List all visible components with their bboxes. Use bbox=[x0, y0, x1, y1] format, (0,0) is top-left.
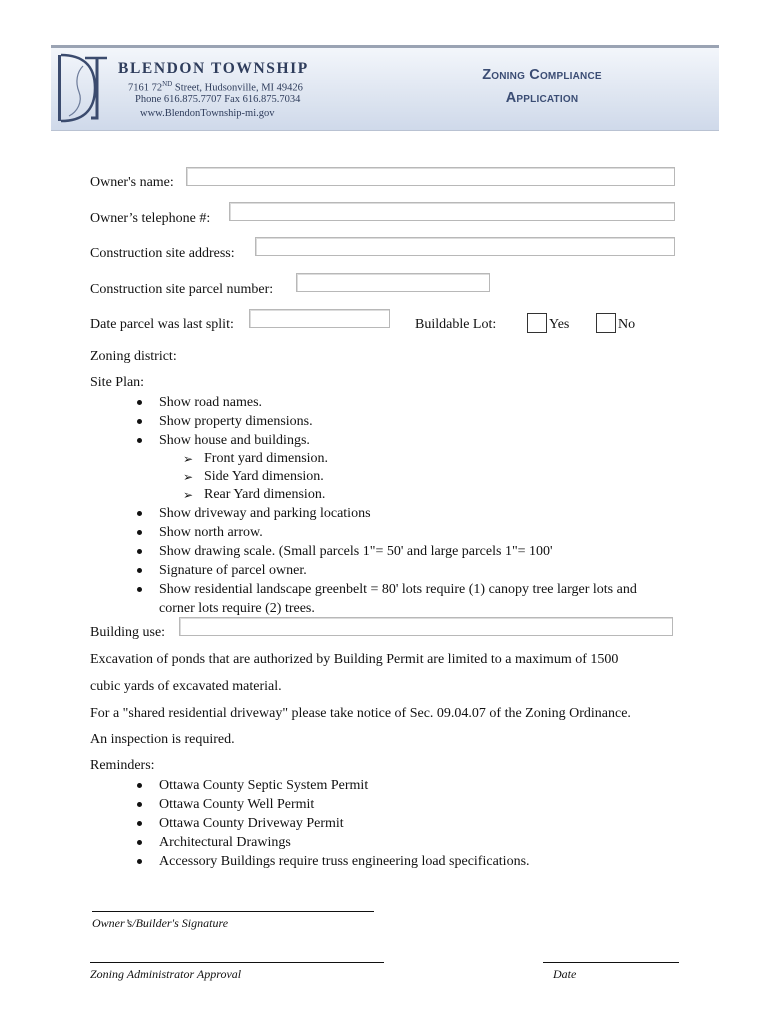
last-split-label: Date parcel was last split: bbox=[90, 317, 234, 332]
buildable-no-label: No bbox=[618, 317, 636, 332]
building-use-field[interactable] bbox=[179, 617, 673, 636]
buildable-yes-checkbox[interactable] bbox=[527, 313, 547, 333]
owner-signature-line[interactable] bbox=[92, 911, 374, 912]
buildable-yes-label: Yes bbox=[549, 317, 570, 332]
building-use-label: Building use: bbox=[90, 625, 166, 640]
list-item: Show house and buildings. bbox=[159, 431, 719, 450]
website: www.BlendonTownship-mi.gov bbox=[140, 108, 275, 119]
shared-driveway-note: For a "shared residential driveway" please take notice of Sec. 09.04.07 of the Zoning Ordinance. bbox=[90, 706, 631, 721]
parcel-number-label: Construction site parcel number: bbox=[90, 282, 274, 297]
buildable-lot-label: Buildable Lot: bbox=[415, 317, 497, 332]
site-plan-sublist bbox=[183, 450, 604, 504]
bullet-icon bbox=[137, 802, 142, 807]
list-item: Ottawa County Septic System Permit bbox=[159, 776, 719, 795]
parcel-number-field[interactable] bbox=[296, 273, 490, 292]
reminders-heading: Reminders: bbox=[90, 758, 155, 773]
bullet-icon bbox=[137, 438, 142, 443]
bullet-icon bbox=[137, 821, 142, 826]
list-item: Signature of parcel owner. bbox=[159, 561, 719, 580]
owner-signature-label: Owner’s/Builder's Signature bbox=[92, 916, 229, 930]
list-item: Show road names. bbox=[159, 393, 719, 412]
date-line[interactable] bbox=[543, 962, 679, 963]
bullet-icon bbox=[137, 549, 142, 554]
bullet-icon bbox=[137, 511, 142, 516]
bullet-icon bbox=[137, 568, 142, 573]
bullet-icon bbox=[137, 400, 142, 405]
township-logo-icon bbox=[55, 52, 109, 124]
organization-name: BLENDON TOWNSHIP bbox=[118, 60, 309, 77]
zoning-district-label: Zoning district: bbox=[90, 349, 177, 364]
list-item: Ottawa County Well Permit bbox=[159, 795, 719, 814]
arrow-bullet-icon: ➢ bbox=[183, 452, 194, 466]
document-title bbox=[444, 64, 640, 110]
title-line-2: Application bbox=[505, 90, 579, 106]
excavation-note-line-1: Excavation of ponds that are authorized by Building Permit are limited to a maximum of 1500 bbox=[90, 652, 619, 667]
bullet-icon bbox=[137, 840, 142, 845]
site-plan-list-a bbox=[159, 393, 719, 450]
arrow-bullet-icon: ➢ bbox=[183, 488, 194, 502]
list-item: ➢ Rear Yard dimension. bbox=[183, 487, 326, 502]
bullet-icon bbox=[137, 587, 142, 592]
list-item: Architectural Drawings bbox=[159, 833, 719, 852]
site-address-field[interactable] bbox=[255, 237, 675, 256]
inspection-note: An inspection is required. bbox=[90, 732, 235, 747]
list-item: Show drawing scale. (Small parcels 1"= 50' and large parcels 1"= 100' bbox=[159, 542, 719, 561]
owner-phone-field[interactable] bbox=[229, 202, 675, 221]
site-address-label: Construction site address: bbox=[90, 246, 235, 261]
date-label: Date bbox=[553, 967, 577, 981]
site-plan-list-b bbox=[159, 504, 719, 618]
title-line-1: Zoning Compliance bbox=[482, 67, 602, 83]
bullet-icon bbox=[137, 783, 142, 788]
excavation-note-line-2: cubic yards of excavated material. bbox=[90, 679, 282, 694]
bullet-icon bbox=[137, 859, 142, 864]
list-item: Show driveway and parking locations bbox=[159, 504, 719, 523]
zoning-approval-label: Zoning Administrator Approval bbox=[90, 967, 242, 981]
bullet-icon bbox=[137, 530, 142, 535]
bullet-icon bbox=[137, 419, 142, 424]
owner-phone-label: Owner’s telephone #: bbox=[90, 211, 211, 226]
site-plan-heading: Site Plan: bbox=[90, 375, 145, 390]
zoning-approval-line[interactable] bbox=[90, 962, 384, 963]
list-item: Show north arrow. bbox=[159, 523, 719, 542]
phone-fax: Phone 616.875.7707 Fax 616.875.7034 bbox=[135, 94, 301, 105]
arrow-bullet-icon: ➢ bbox=[183, 470, 194, 484]
street-address: 7161 72ND Street, Hudsonville, MI 49426 bbox=[128, 80, 303, 94]
owner-name-field[interactable] bbox=[186, 167, 675, 186]
list-item: Show residential landscape greenbelt = 80' lots require (1) canopy tree larger lots and corner lots require (2) trees. bbox=[159, 580, 719, 618]
list-item: Accessory Buildings require truss engineering load specifications. bbox=[159, 852, 719, 871]
buildable-no-checkbox[interactable] bbox=[596, 313, 616, 333]
reminders-list bbox=[159, 776, 719, 871]
list-item: ➢ Side Yard dimension. bbox=[183, 469, 324, 484]
owner-name-label: Owner's name: bbox=[90, 175, 174, 190]
list-item: Ottawa County Driveway Permit bbox=[159, 814, 719, 833]
list-item: ➢ Front yard dimension. bbox=[183, 451, 329, 466]
last-split-field[interactable] bbox=[249, 309, 390, 328]
list-item: Show property dimensions. bbox=[159, 412, 719, 431]
